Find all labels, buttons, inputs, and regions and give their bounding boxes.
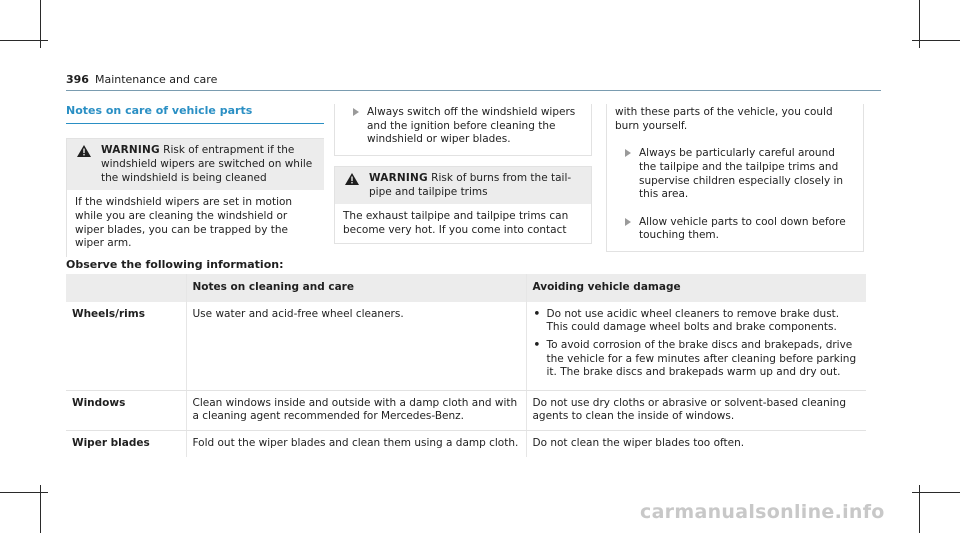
table-row (66, 431, 866, 457)
warning-heading-text: Risk of burns from the tail-pipe and tailpipe trims (369, 171, 572, 198)
crop-mark (912, 40, 960, 41)
instruction-text: Always be particularly careful around the tailpipe and the tailpipe trims and supervise children especially closely in this area. (639, 147, 844, 201)
instruction-item (615, 216, 855, 243)
header-divider (66, 90, 881, 91)
warning-box-entrapment (66, 138, 324, 256)
warning-triangle-icon (77, 145, 91, 157)
warning-body: If the windshield wipers are set in motion while you are cleaning the windshield or wiper blades, you can be trapped by the wiper arm. (75, 196, 293, 250)
continuation-box (606, 104, 864, 252)
table-header-cell (66, 274, 186, 302)
column-2 (334, 104, 592, 244)
column-1 (66, 104, 324, 257)
warning-body: The exhaust tailpipe and tailpipe trims can become very hot. If you come into contact (343, 210, 569, 236)
instruction-item (343, 106, 583, 147)
avoid-cell (526, 302, 866, 391)
continuation-text: with these parts of the vehicle, you could burn yourself. (615, 106, 833, 132)
table-row (66, 390, 866, 430)
care-cell: Use water and acid-free wheel cleaners. (186, 302, 526, 391)
warning-header (67, 139, 324, 190)
page-number: 396 (66, 73, 89, 86)
care-cell: Clean windows inside and outside with a damp cloth and with a cleaning agent recommended for Mercedes-Benz. (186, 390, 526, 430)
warning-label: WARNING (101, 144, 160, 157)
section-title: Maintenance and care (94, 73, 218, 86)
observe-heading: Observe the following information: (66, 258, 284, 271)
table-row (66, 302, 866, 391)
warning-label: WARNING (369, 171, 428, 184)
page-header (66, 73, 217, 87)
list-item: • To avoid corrosion of the brake discs and brakepads, drive the vehicle for a few minutes after cleaning before parking it. The brake discs and brakepads warm up and dry out. (533, 339, 861, 380)
instruction-item (615, 147, 855, 202)
arrow-bullet-icon (625, 149, 631, 157)
column-3 (606, 104, 864, 252)
table-header-cell: Notes on cleaning and care (186, 274, 526, 302)
arrow-bullet-icon (353, 108, 359, 116)
arrow-bullet-icon (625, 218, 631, 226)
warning-heading-text: Risk of entrapment if the windshield wipers are switched on while the windshield is being cleaned (101, 144, 313, 184)
avoid-cell: Do not use dry cloths or abrasive or solvent-based cleaning agents to clean the inside of windows. (526, 390, 866, 430)
instruction-text: Allow vehicle parts to cool down before touching them. (639, 215, 846, 242)
crop-mark (912, 492, 960, 493)
care-cell: Fold out the wiper blades and clean them using a damp cloth. (186, 431, 526, 457)
crop-mark (0, 492, 48, 493)
avoid-cell: Do not clean the wiper blades too often. (526, 431, 866, 457)
table-header-row (66, 274, 866, 302)
avoid-list (533, 308, 861, 380)
instruction-text: Always switch off the windshield wipers and the ignition before cleaning the windshield or wiper blades. (367, 106, 576, 146)
care-table (66, 274, 866, 457)
part-cell: Wiper blades (72, 437, 150, 450)
instruction-box (334, 104, 592, 156)
watermark-text: carmanualsonline.info (640, 501, 885, 523)
warning-header (335, 167, 591, 204)
list-item: • Do not use acidic wheel cleaners to remove brake dust. This could damage wheel bolts and brake components. (533, 308, 861, 335)
warning-box-burns (334, 166, 592, 245)
part-cell: Windows (66, 390, 186, 430)
warning-triangle-icon (345, 173, 359, 185)
crop-mark (0, 40, 48, 41)
section-heading: Notes on care of vehicle parts (66, 104, 324, 124)
part-cell: Wheels/rims (66, 302, 186, 391)
table-header-cell: Avoiding vehicle damage (526, 274, 866, 302)
